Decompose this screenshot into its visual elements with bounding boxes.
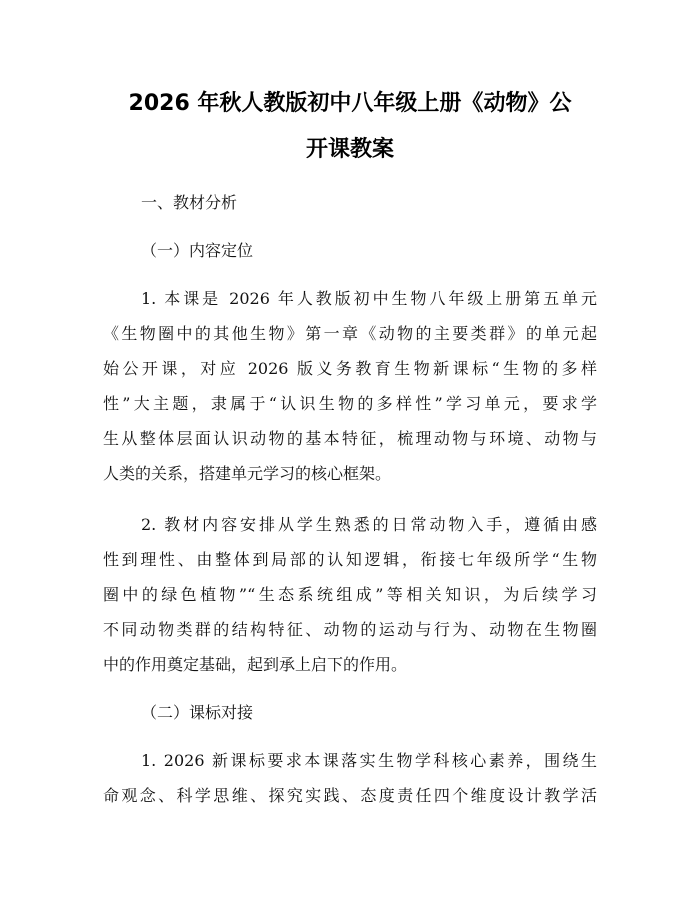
subsection-heading-content-positioning: （一）内容定位 bbox=[141, 241, 254, 260]
paragraph-1-line-6: 人类的关系，搭建单元学习的核心框架。 bbox=[103, 464, 392, 483]
paragraph-3-line-2: 命观念、科学思维、探究实践、态度责任四个维度设计教学活 bbox=[103, 786, 597, 805]
paragraph-2-line-1: 2. 教材内容安排从学生熟悉的日常动物入手，遵循由感 bbox=[141, 515, 597, 534]
document-title-line-1: 2026 年秋人教版初中八年级上册《动物》公 bbox=[128, 91, 572, 116]
paragraph-2-line-3: 圈中的绿色植物”“生态系统组成”等相关知识，为后续学习 bbox=[103, 585, 597, 604]
paragraph-2-line-5: 中的作用奠定基础，起到承上启下的作用。 bbox=[103, 655, 408, 674]
paragraph-3-line-1: 1. 2026 新课标要求本课落实生物学科核心素养，围绕生 bbox=[141, 751, 597, 770]
paragraph-2-line-2: 性到理性、由整体到局部的认知逻辑，衔接七年级所学“生物 bbox=[103, 550, 597, 569]
paragraph-1-line-5: 生从整体层面认识动物的基本特征，梳理动物与环境、动物与 bbox=[103, 429, 597, 448]
paragraph-1-line-4: 性”大主题，隶属于“认识生物的多样性”学习单元，要求学 bbox=[103, 394, 597, 413]
paragraph-1-line-3: 始公开课，对应 2026 版义务教育生物新课标“生物的多样 bbox=[103, 359, 597, 378]
section-heading-textbook-analysis: 一、教材分析 bbox=[141, 193, 238, 212]
document-title-line-2: 开课教案 bbox=[305, 137, 394, 162]
subsection-heading-curriculum-alignment: （二）课标对接 bbox=[141, 703, 254, 722]
paragraph-1-line-2: 《生物圈中的其他生物》第一章《动物的主要类群》的单元起 bbox=[103, 324, 597, 343]
paragraph-1-line-1: 1. 本课是 2026 年人教版初中生物八年级上册第五单元 bbox=[141, 289, 597, 308]
paragraph-2-line-4: 不同动物类群的结构特征、动物的运动与行为、动物在生物圈 bbox=[103, 620, 597, 639]
